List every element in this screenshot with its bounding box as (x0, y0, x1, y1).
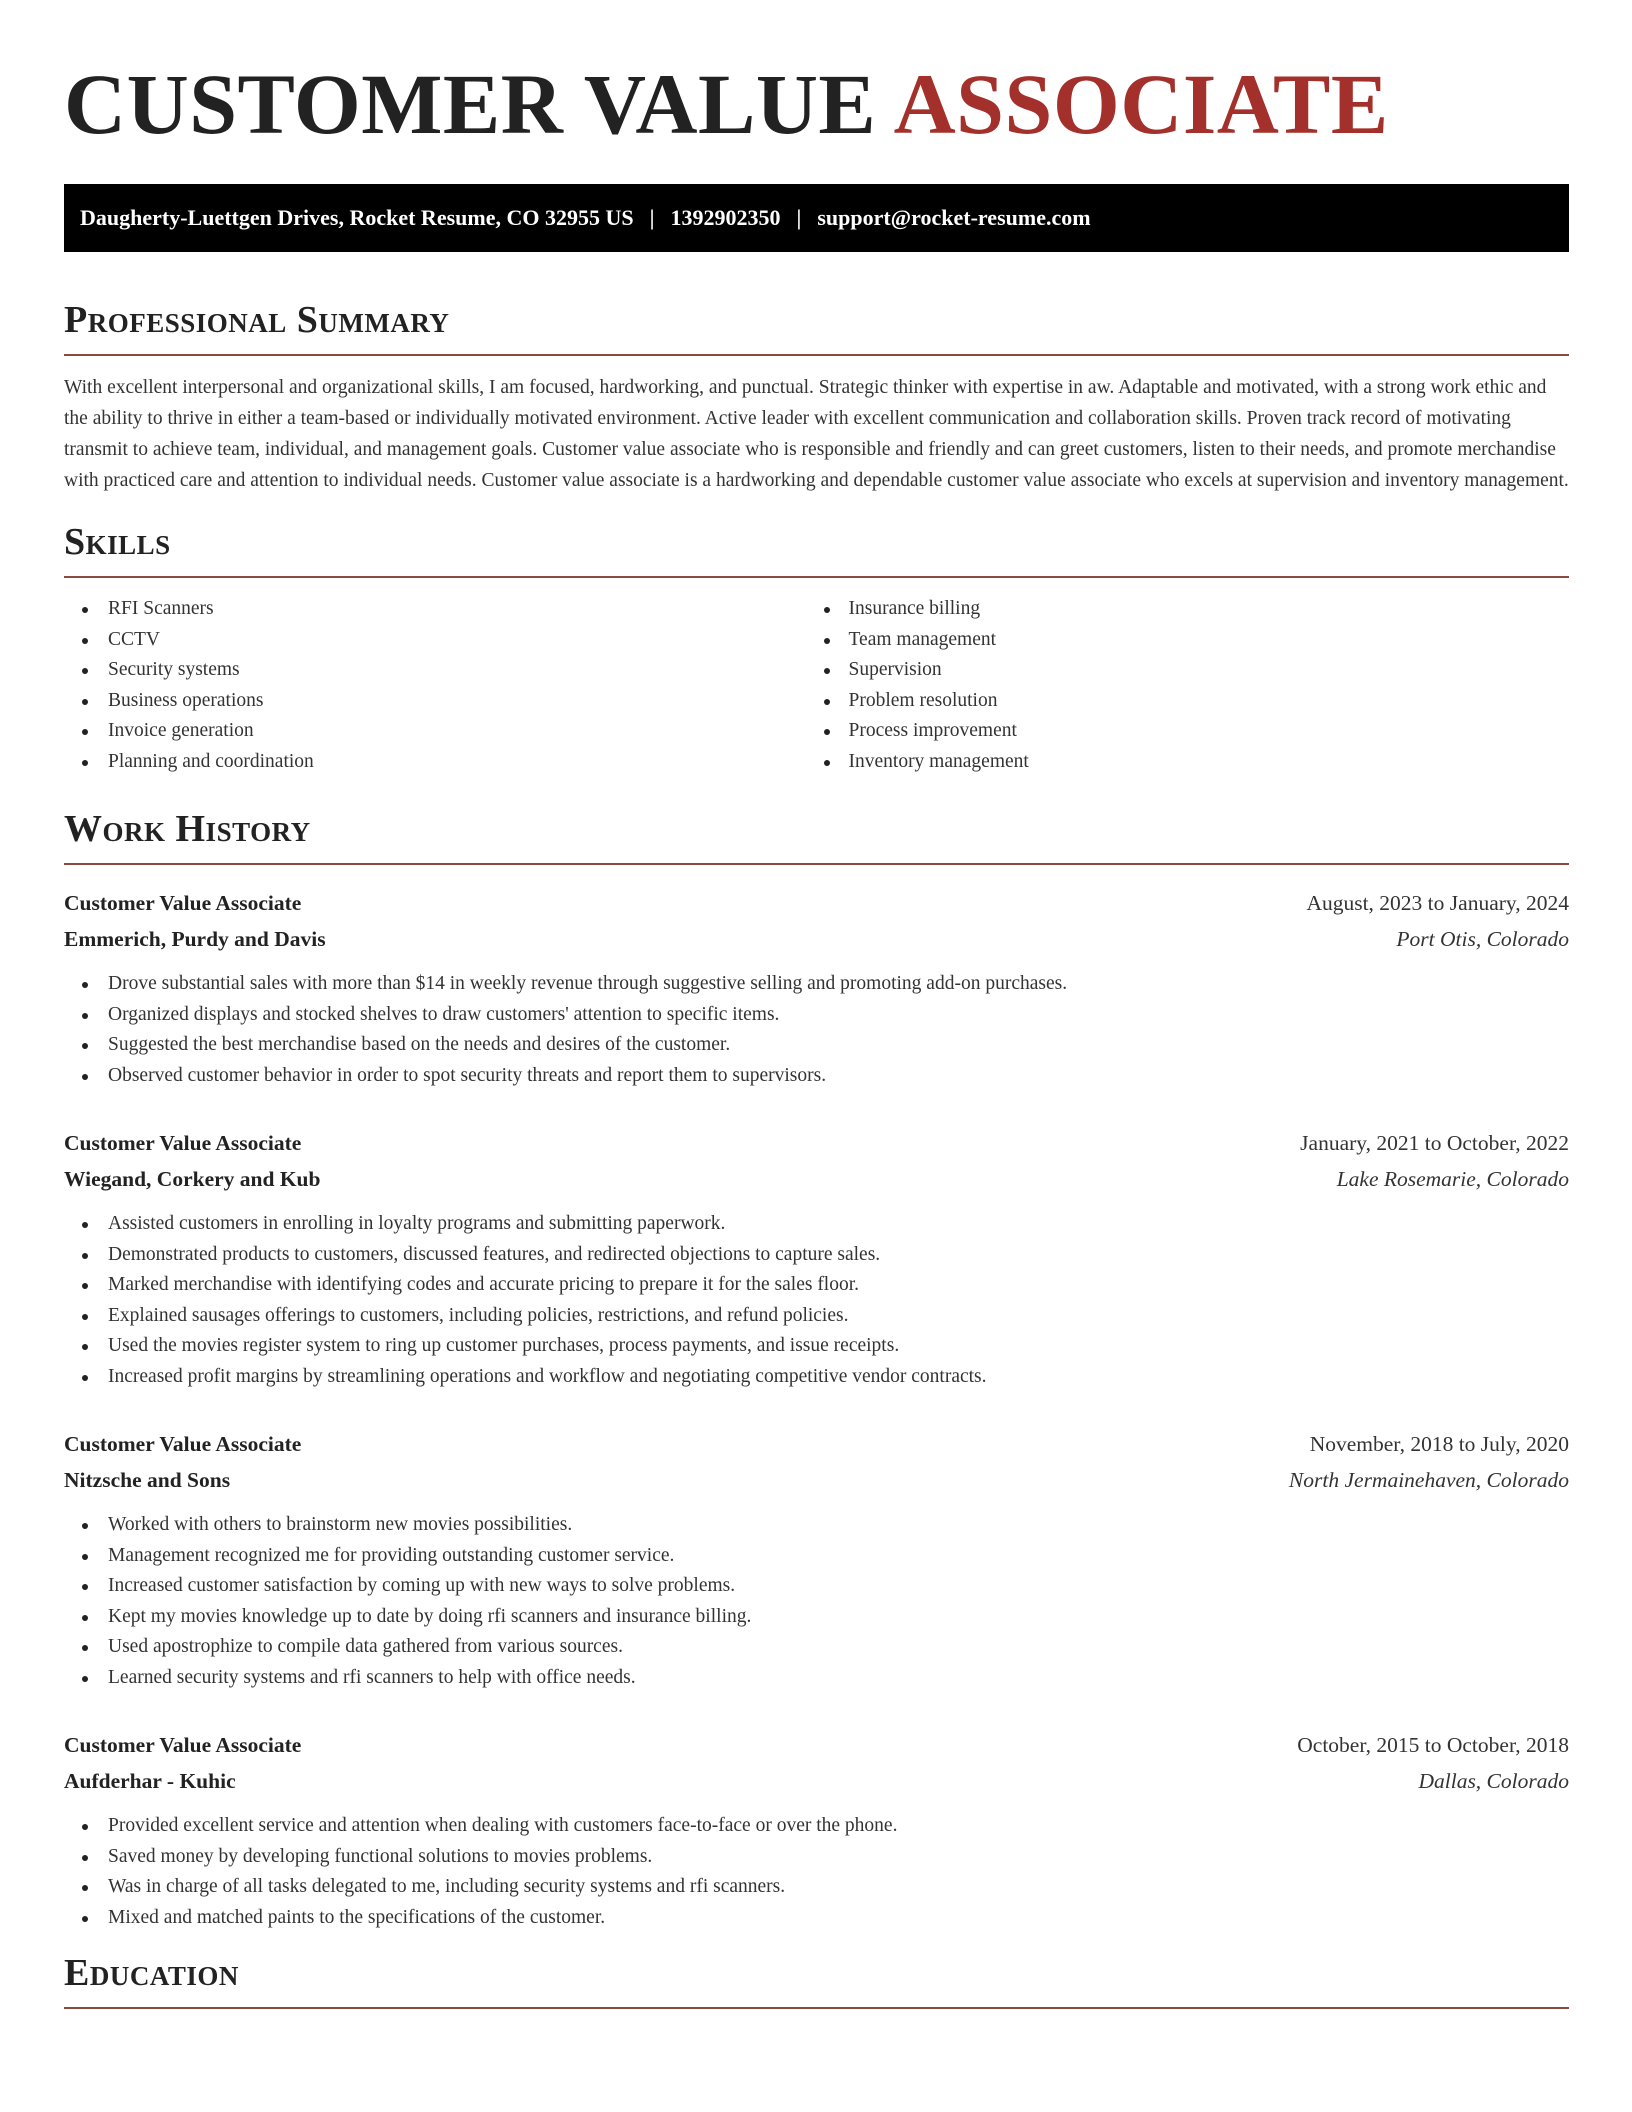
title-main: CUSTOMER VALUE (64, 56, 877, 152)
job-location: Dallas, Colorado (1418, 1769, 1569, 1793)
job-bullets (64, 1811, 1569, 1933)
job-dates: October, 2015 to October, 2018 (1297, 1733, 1569, 1757)
resume-title (64, 56, 1569, 152)
contact-address: Daugherty-Luettgen Drives, Rocket Resume, CO 32955 US (80, 205, 634, 230)
job-dates: August, 2023 to January, 2024 (1306, 891, 1569, 915)
skill-item: Insurance billing (817, 594, 1570, 625)
contact-separator: | (796, 205, 802, 230)
job-bullet: Kept my movies knowledge up to date by doing rfi scanners and insurance billing. (64, 1602, 1569, 1633)
job-bullet: Mixed and matched paints to the specifications of the customer. (64, 1903, 1569, 1934)
job-title: Customer Value Associate (64, 1432, 302, 1456)
job-bullets (64, 1510, 1569, 1693)
skill-item: Team management (817, 625, 1570, 656)
job-bullets (64, 969, 1569, 1091)
job-location: North Jermainehaven, Colorado (1288, 1468, 1569, 1492)
section-divider (64, 2007, 1569, 2009)
job-bullet: Demonstrated products to customers, discussed features, and redirected objections to capture sales. (64, 1240, 1569, 1271)
job-bullet: Increased profit margins by streamlining operations and workflow and negotiating competitive vendor contracts. (64, 1362, 1569, 1393)
skill-item: Supervision (817, 655, 1570, 686)
job-entry (64, 1125, 1569, 1392)
section-heading-skills: Skills (64, 521, 171, 563)
skills-column-left (64, 594, 817, 777)
skill-item: Planning and coordination (64, 747, 817, 778)
title-accent: ASSOCIATE (893, 56, 1389, 152)
contact-separator: | (649, 205, 655, 230)
job-bullet: Organized displays and stocked shelves to draw customers' attention to specific items. (64, 1000, 1569, 1031)
job-location: Port Otis, Colorado (1396, 927, 1569, 951)
job-bullet: Was in charge of all tasks delegated to me, including security systems and rfi scanners. (64, 1872, 1569, 1903)
job-bullet: Saved money by developing functional solutions to movies problems. (64, 1842, 1569, 1873)
skill-item: Security systems (64, 655, 817, 686)
skill-item: Process improvement (817, 716, 1570, 747)
job-bullet: Observed customer behavior in order to spot security threats and report them to supervisors. (64, 1061, 1569, 1092)
skill-item: Inventory management (817, 747, 1570, 778)
job-bullet: Used the movies register system to ring up customer purchases, process payments, and issue receipts. (64, 1331, 1569, 1362)
skill-item: Business operations (64, 686, 817, 717)
section-divider (64, 354, 1569, 356)
job-bullet: Management recognized me for providing outstanding customer service. (64, 1541, 1569, 1572)
job-bullet: Learned security systems and rfi scanners to help with office needs. (64, 1663, 1569, 1694)
job-company: Emmerich, Purdy and Davis (64, 927, 326, 951)
job-entry (64, 1727, 1569, 1933)
job-bullet: Provided excellent service and attention when dealing with customers face-to-face or over the phone. (64, 1811, 1569, 1842)
job-bullet: Suggested the best merchandise based on the needs and desires of the customer. (64, 1030, 1569, 1061)
job-bullet: Explained sausages offerings to customers, including policies, restrictions, and refund policies. (64, 1301, 1569, 1332)
summary-text: With excellent interpersonal and organizational skills, I am focused, hardworking, and punctual. Strategic thinker with expertise in aw. Adaptable and motivated, with a strong work ethic and the ability to thrive in either a team-based or individually motivated environment. Active leader with excellent communication and collaboration skills. Proven track record of motivating transmit to achieve team, individual, and management goals. Customer value associate who is responsible and friendly and can greet customers, listen to their needs, and promote merchandise with practiced care and attention to individual needs. Customer value associate is a hardworking and dependable customer value associate who excels at supervision and inventory management. (64, 377, 1569, 491)
job-dates: January, 2021 to October, 2022 (1300, 1131, 1569, 1155)
skills-list (64, 594, 1569, 777)
section-divider (64, 576, 1569, 578)
job-title: Customer Value Associate (64, 1131, 302, 1155)
job-bullets (64, 1209, 1569, 1392)
skill-item: RFI Scanners (64, 594, 817, 625)
job-location: Lake Rosemarie, Colorado (1336, 1167, 1569, 1191)
job-bullet: Drove substantial sales with more than $14 in weekly revenue through suggestive selling and promoting add-on purchases. (64, 969, 1569, 1000)
job-title: Customer Value Associate (64, 1733, 302, 1757)
section-heading-education: Education (64, 1952, 239, 1994)
contact-phone: 1392902350 (670, 205, 781, 230)
job-company: Aufderhar - Kuhic (64, 1769, 236, 1793)
skills-column-right (817, 594, 1570, 777)
section-heading-work-history: Work History (64, 808, 311, 850)
job-entry (64, 885, 1569, 1091)
job-company: Wiegand, Corkery and Kub (64, 1167, 321, 1191)
job-bullet: Marked merchandise with identifying codes and accurate pricing to prepare it for the sales floor. (64, 1270, 1569, 1301)
job-bullet: Worked with others to brainstorm new movies possibilities. (64, 1510, 1569, 1541)
section-divider (64, 863, 1569, 865)
skill-item: Problem resolution (817, 686, 1570, 717)
job-dates: November, 2018 to July, 2020 (1309, 1432, 1569, 1456)
job-bullet: Increased customer satisfaction by coming up with new ways to solve problems. (64, 1571, 1569, 1602)
skill-item: Invoice generation (64, 716, 817, 747)
job-bullet: Assisted customers in enrolling in loyalty programs and submitting paperwork. (64, 1209, 1569, 1240)
contact-bar (64, 184, 1569, 252)
job-company: Nitzsche and Sons (64, 1468, 231, 1492)
job-entry (64, 1426, 1569, 1693)
skill-item: CCTV (64, 625, 817, 656)
job-bullet: Used apostrophize to compile data gathered from various sources. (64, 1632, 1569, 1663)
job-title: Customer Value Associate (64, 891, 302, 915)
section-heading-summary: Professional Summary (64, 299, 450, 341)
contact-email: support@rocket-resume.com (817, 205, 1091, 230)
